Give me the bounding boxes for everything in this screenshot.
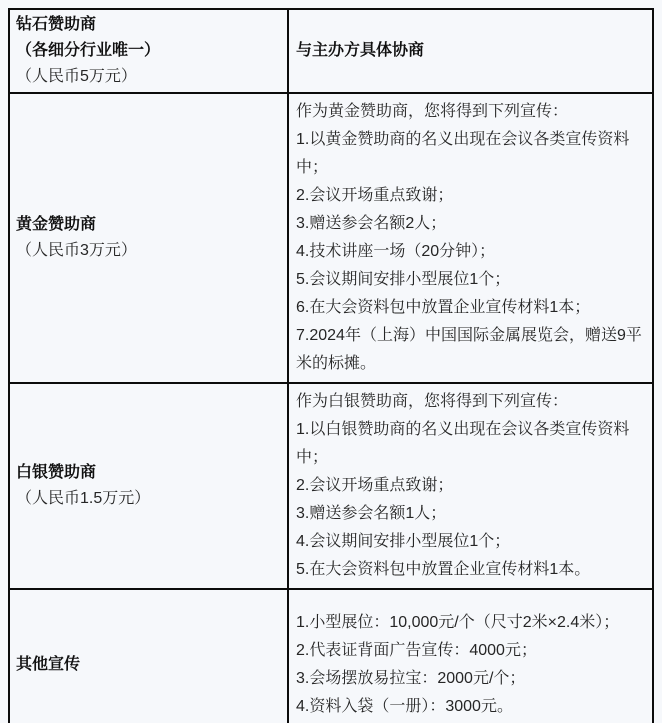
detail-item: 4.技术讲座一场（20分钟）； [296, 243, 496, 260]
tier-title-gold: 黄金赞助商 [16, 216, 97, 233]
tier-title-diamond: 钻石赞助商 [16, 16, 97, 33]
detail-item: 5.会议期间安排小型展位1个； [296, 271, 511, 288]
detail-item: 1.以白银赞助商的名义出现在会议各类宣传资料中； [296, 421, 630, 466]
detail-item: 7.2024年（上海）中国国际金属展览会，赠送9平米的标摊。 [296, 327, 642, 372]
tier-title-other: 其他宣传 [16, 656, 81, 673]
detail-intro-gold: 作为黄金赞助商，您将得到下列宣传： [296, 103, 569, 120]
detail-cell-diamond [288, 9, 653, 93]
tier-cell-other [9, 589, 288, 723]
tier-note-diamond: （各细分行业唯一） [16, 42, 161, 59]
detail-item: 2.代表证背面广告宣传：4000元； [296, 642, 537, 659]
tier-price-silver: （人民币1.5万元） [16, 490, 151, 507]
tier-title-silver: 白银赞助商 [16, 464, 97, 481]
detail-item: 3.赠送参会名额1人； [296, 505, 447, 522]
table-row-gold [9, 93, 653, 383]
table-row-other [9, 589, 653, 723]
detail-intro-silver: 作为白银赞助商，您将得到下列宣传： [296, 393, 569, 410]
detail-text-diamond: 与主办方具体协商 [296, 42, 425, 59]
tier-price-gold: （人民币3万元） [16, 242, 137, 259]
detail-item: 2.会议开场重点致谢； [296, 187, 454, 204]
table-row-silver [9, 383, 653, 589]
tier-cell-silver [9, 383, 288, 589]
detail-item: 3.会场摆放易拉宝：2000元/个； [296, 670, 526, 687]
detail-item: 1.以黄金赞助商的名义出现在会议各类宣传资料中； [296, 131, 630, 176]
detail-item: 1.小型展位：10,000元/个（尺寸2米×2.4米）； [296, 614, 620, 631]
detail-item: 2.会议开场重点致谢； [296, 477, 454, 494]
detail-item: 6.在大会资料包中放置企业宣传材料1本； [296, 299, 591, 316]
tier-cell-diamond [9, 9, 288, 93]
detail-cell-silver [288, 383, 653, 589]
tier-cell-gold [9, 93, 288, 383]
detail-cell-gold [288, 93, 653, 383]
detail-cell-other [288, 589, 653, 723]
detail-item: 4.资料入袋（一册）：3000元。 [296, 698, 513, 715]
detail-item: 4.会议期间安排小型展位1个； [296, 533, 511, 550]
sponsorship-table [8, 8, 654, 723]
detail-item: 3.赠送参会名额2人； [296, 215, 447, 232]
table-row-diamond [9, 9, 653, 93]
tier-price-diamond: （人民币5万元） [16, 68, 137, 85]
detail-item: 5.在大会资料包中放置企业宣传材料1本。 [296, 561, 591, 578]
